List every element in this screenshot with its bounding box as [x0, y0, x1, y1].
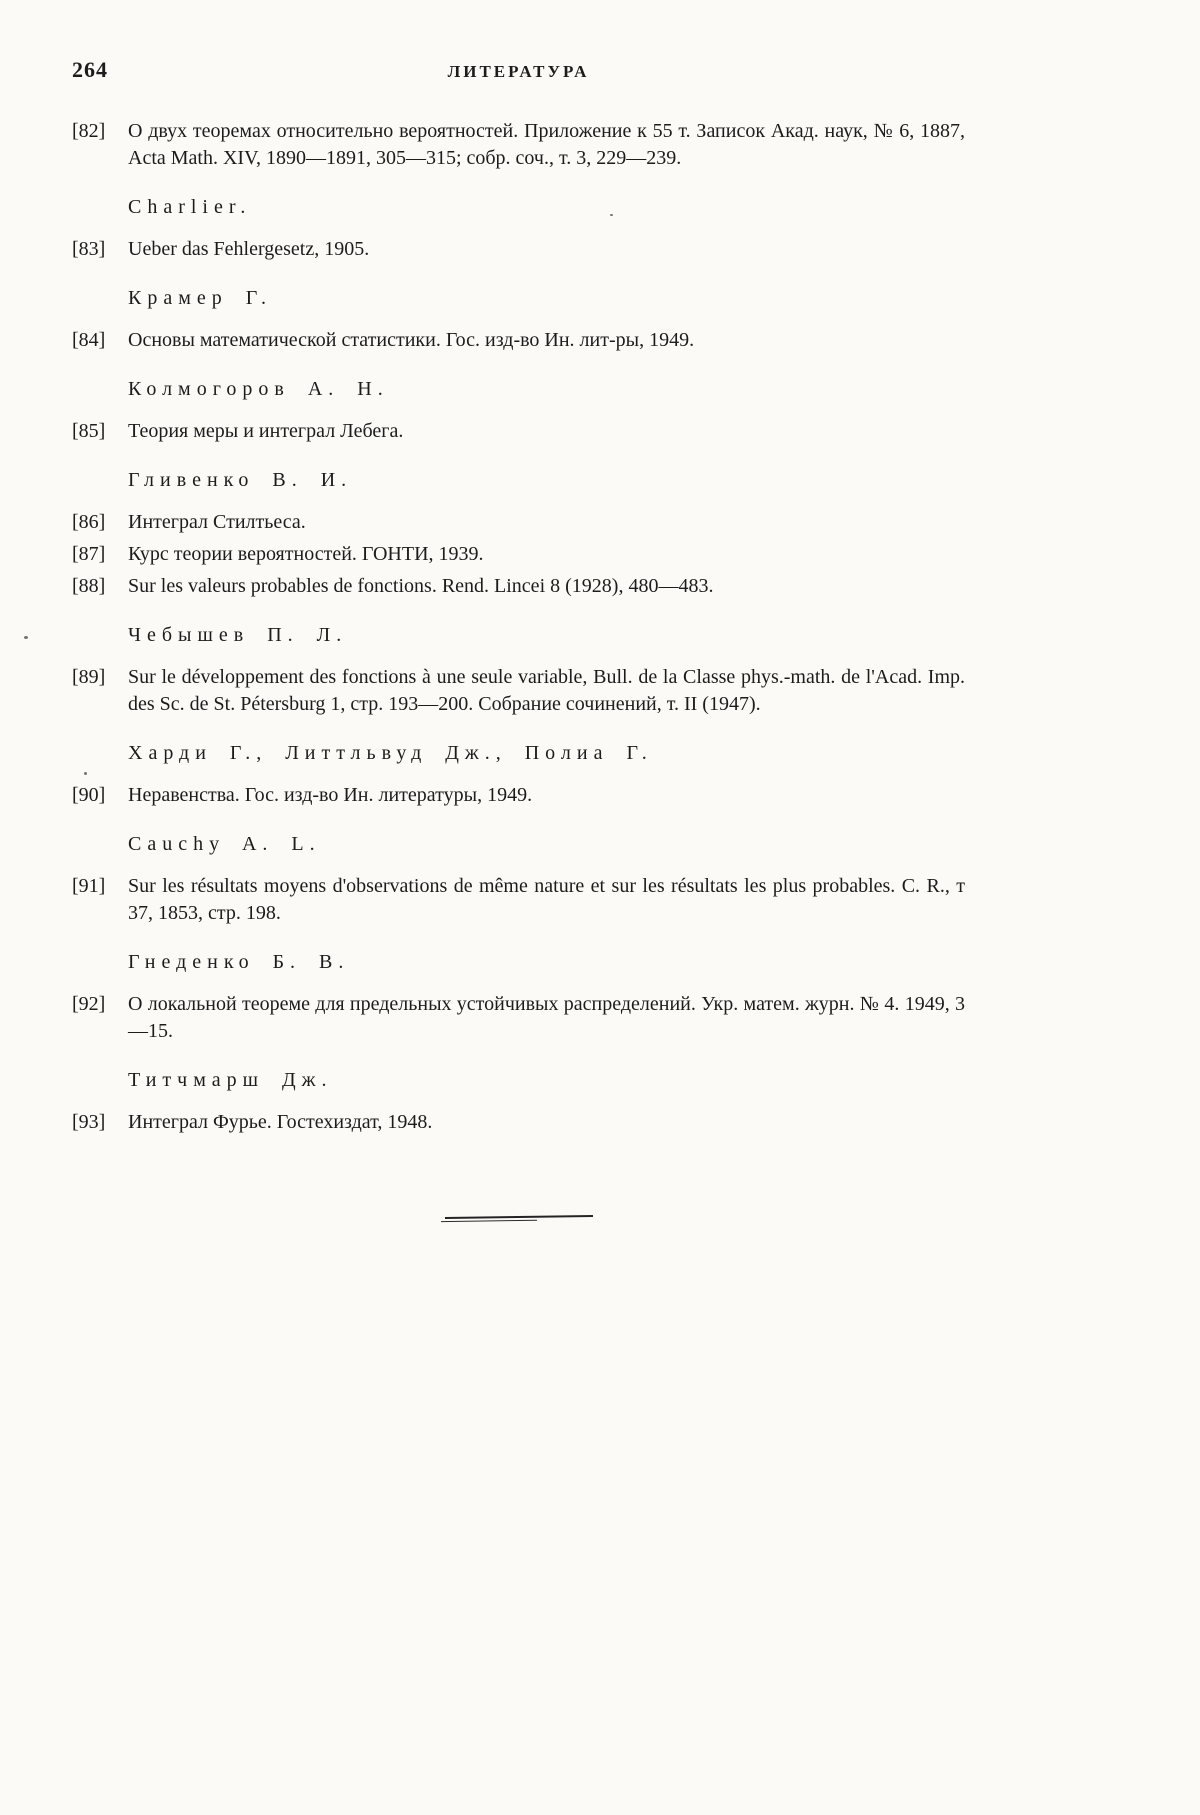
ref-entry	[72, 418, 965, 445]
ref-label: [89]	[72, 666, 106, 688]
ref-label: [83]	[72, 238, 106, 260]
ref-label: [88]	[72, 575, 106, 597]
ref-label: [85]	[72, 420, 106, 442]
author-name: Харди Г., Литтльвуд Дж., Полиа Г.	[128, 742, 653, 764]
page-title: ЛИТЕРАТУРА	[447, 62, 590, 81]
end-rule-line	[441, 1220, 537, 1222]
ref-entry	[72, 541, 965, 568]
page-header	[72, 58, 965, 88]
bibliography-list	[72, 118, 965, 1136]
author-name: Крамер Г.	[128, 287, 273, 309]
ref-entry	[72, 873, 965, 927]
ref-label: [87]	[72, 543, 106, 565]
author-name: Колмогоров А. Н.	[128, 378, 389, 400]
ref-label: [90]	[72, 784, 106, 806]
author-name: Cauchy A. L.	[128, 833, 321, 855]
ref-text: Sur les résultats moyens d'observations de même nature et sur les résultats les plus probables. C. R., т 37, 1853, стр. 198.	[128, 875, 965, 924]
ref-entry	[72, 664, 965, 718]
author-name: Гнеденко Б. В.	[128, 951, 350, 973]
ref-label: [92]	[72, 993, 106, 1015]
ref-entry	[72, 991, 965, 1045]
ref-entry	[72, 1109, 965, 1136]
page-number: 264	[72, 57, 108, 82]
ref-entry	[72, 236, 965, 263]
author-name: Charlier.	[128, 196, 252, 218]
ref-entry	[72, 782, 965, 809]
ref-entry	[72, 118, 965, 172]
ref-text: О локальной теореме для предельных устойчивых распределений. Укр. матем. журн. № 4. 1949, 3—15.	[128, 993, 965, 1042]
ref-text: Интеграл Фурье. Гостехиздат, 1948.	[128, 1111, 433, 1133]
ref-entry	[72, 573, 965, 600]
scan-speck	[610, 214, 613, 216]
author-name: Титчмарш Дж.	[128, 1069, 333, 1091]
scan-speck	[84, 772, 87, 775]
ref-text: Основы математической статистики. Гос. изд-во Ин. лит-ры, 1949.	[128, 329, 695, 351]
ref-label: [93]	[72, 1111, 106, 1133]
ref-text: Интеграл Стилтьеса.	[128, 511, 306, 533]
ref-text: Sur les valeurs probables de fonctions. Rend. Lincei 8 (1928), 480—483.	[128, 575, 714, 597]
ref-label: [86]	[72, 511, 106, 533]
author-name: Чебышев П. Л.	[128, 624, 348, 646]
ref-text: Ueber das Fehlergesetz, 1905.	[128, 238, 370, 260]
author-name: Гливенко В. И.	[128, 469, 353, 491]
end-rule	[444, 1215, 592, 1222]
ref-text: Теория меры и интеграл Лебега.	[128, 420, 404, 442]
ref-label: [91]	[72, 875, 106, 897]
ref-text: О двух теоремах относительно вероятностей. Приложение к 55 т. Записок Акад. наук, № 6, 1887, Acta Math. XIV, 1890—1891, 305—315; собр. соч., т. 3, 229—239.	[128, 120, 965, 169]
scan-speck	[24, 636, 28, 639]
ref-label: [82]	[72, 120, 106, 142]
ref-text: Sur le développement des fonctions à une seule variable, Bull. de la Classe phys.-math. de l'Acad. Imp. des Sc. de St. Pétersburg 1, стр. 193—200. Собрание сочинений, т. II (1947).	[128, 666, 965, 715]
ref-text: Курс теории вероятностей. ГОНТИ, 1939.	[128, 543, 484, 565]
ref-entry	[72, 509, 965, 536]
ref-entry	[72, 327, 965, 354]
end-rule-line	[444, 1215, 592, 1219]
ref-label: [84]	[72, 329, 106, 351]
ref-text: Неравенства. Гос. изд-во Ин. литературы, 1949.	[128, 784, 533, 806]
